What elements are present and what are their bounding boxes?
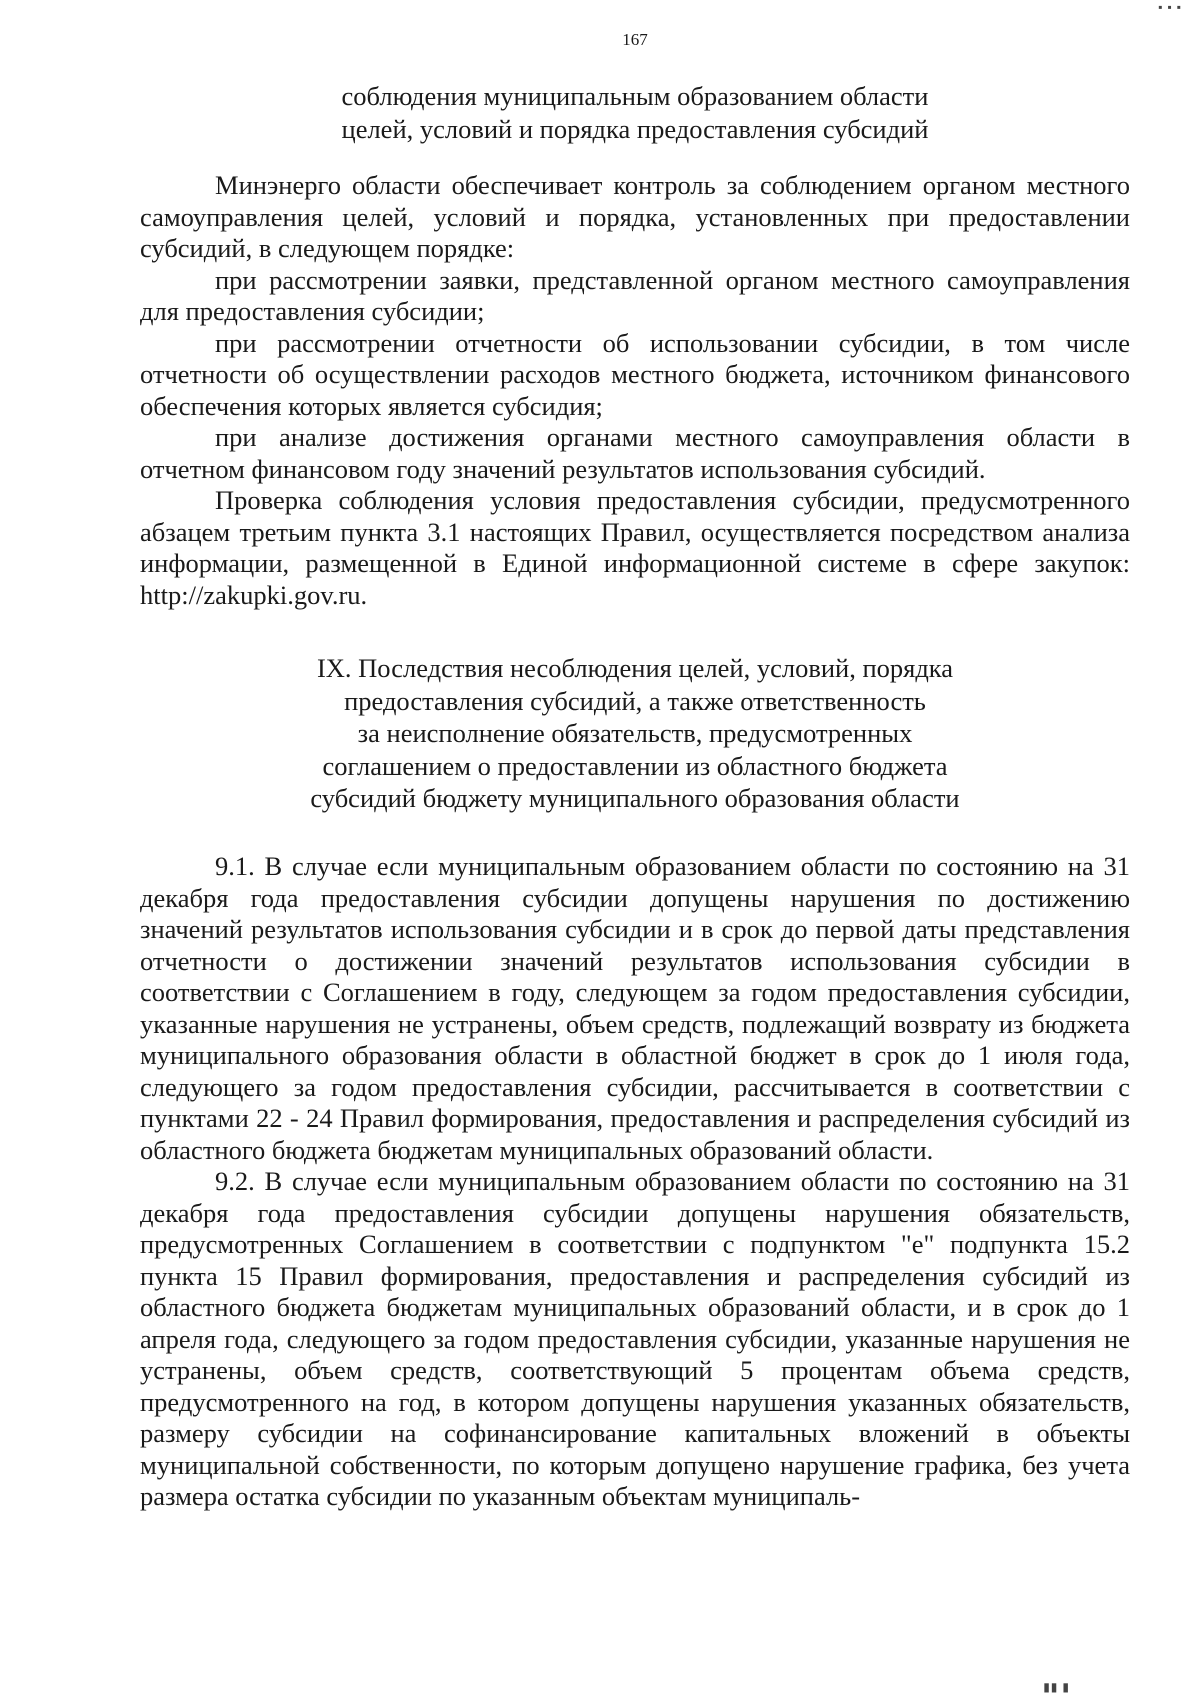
paragraph: при рассмотрении отчетности об использовании субсидии, в том числе отчетности об осуществлении расходов местного бюджета, источником финансового обеспечения которых является субсидия; <box>140 327 1130 421</box>
paragraph: Проверка соблюдения условия предоставления субсидии, предусмотренного абзацем третьим пункта 3.1 настоящих Правил, осуществляется посредством анализа информации, размещенной в Единой информационной системе в сфере закупок: http://zakupki.gov.ru. <box>140 485 1130 610</box>
title-line: соблюдения муниципальным образованием области <box>341 81 929 111</box>
section-heading-line: предоставления субсидий, а также ответственность <box>344 685 926 716</box>
title-line: целей, условий и порядка предоставления субсидий <box>341 114 929 144</box>
section-heading-line: за неисполнение обязательств, предусмотренных <box>357 718 913 748</box>
paragraph: при анализе достижения органами местного самоуправления области в отчетном финансовом году значений результатов использования субсидий. <box>140 422 1130 484</box>
control-section-body <box>140 170 1130 611</box>
subsection-title <box>140 80 1130 146</box>
paragraph: Минэнерго области обеспечивает контроль за соблюдением органом местного самоуправления целей, условий и порядка, установленных при предоставлении субсидий, в следующем порядке: <box>140 170 1130 263</box>
paragraph: 9.1. В случае если муниципальным образованием области по состоянию на 31 декабря года предоставления субсидии допущены нарушения по достижению значений результатов использования субсидии и в срок до первой даты представления отчетности о достижении значений результатов использования субсидии в соответствии с Соглашением в году, следующем за годом предоставления субсидии, указанные нарушения не устранены, объем средств, подлежащий возврату из бюджета муниципального образования области в областной бюджет в срок до 1 июля года, следующего за годом предоставления субсидии, рассчитывается в соответствии с пунктами 22 - 24 Правил формирования, предоставления и распределения субсидий из областного бюджета бюджетам муниципальных образований области. <box>140 851 1130 1165</box>
section-heading-line: соглашением о предоставлении из областного бюджета <box>322 750 948 781</box>
scan-mark-bottom: ▮▮ ▮ <box>1043 1680 1070 1694</box>
section-heading-line: субсидий бюджету муниципального образования области <box>310 783 960 813</box>
section-heading-line: IX. Последствия несоблюдения целей, условий, порядка <box>316 653 954 683</box>
paragraph: 9.2. В случае если муниципальным образованием области по состоянию на 31 декабря года предоставления субсидии допущены нарушения обязательств, предусмотренных Соглашением в соответствии с подпунктом "е" подпункта 15.2 пункта 15 Правил формирования, предоставления и распределения субсидий из областного бюджета бюджетам муниципальных образований области, и в срок до 1 апреля года, следующего за годом предоставления субсидии, указанные нарушения не устранены, объем средств, соответствующий 5 процентам объема средств, предусмотренного на год, в котором допущены нарушения указанных обязательств, размеру субсидии на софинансирование капитальных вложений в объекты муниципальной собственности, по которым допущено нарушение графика, без учета размера остатка субсидии по указанным объектам муниципаль- <box>140 1166 1130 1511</box>
consequences-section-body <box>140 851 1130 1513</box>
page-number: 167 <box>622 30 648 49</box>
paragraph: при рассмотрении заявки, представленной органом местного самоуправления для предоставления субсидии; <box>140 264 1130 326</box>
section-heading <box>140 652 1130 815</box>
scan-mark-top: ▪ ▪ ▪ <box>1158 0 1182 14</box>
